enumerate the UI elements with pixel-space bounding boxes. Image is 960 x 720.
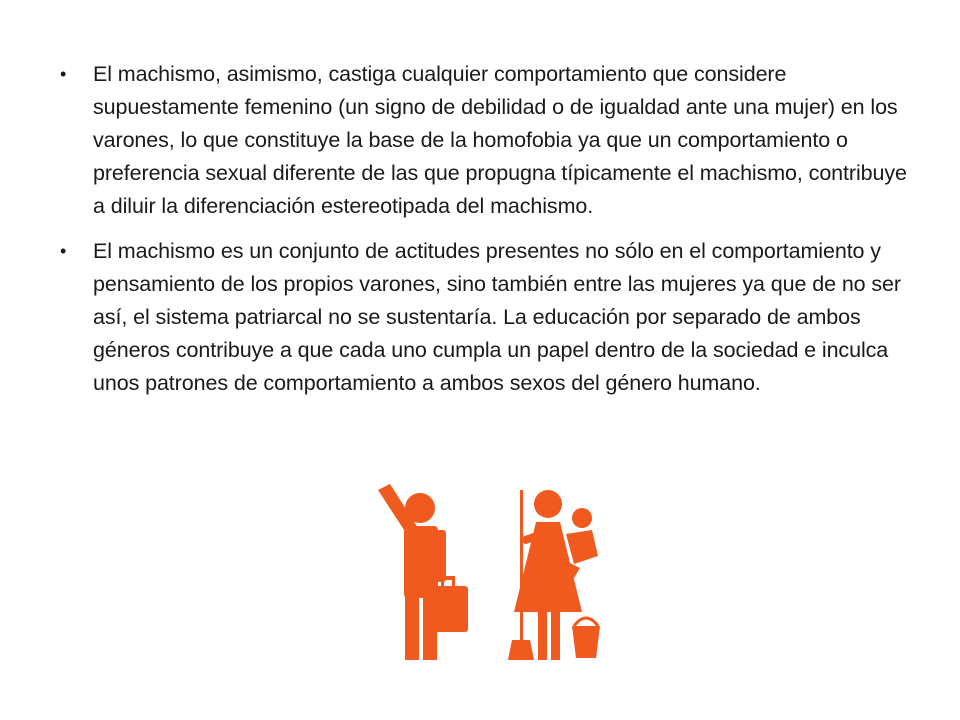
bullet-marker: • <box>60 241 67 261</box>
bullet-item-machismo-actitudes <box>60 235 920 400</box>
gender-roles-pictogram-icon <box>360 470 630 670</box>
bullet-marker: • <box>60 64 67 84</box>
bullet-list <box>60 58 920 412</box>
bullet-item-machismo-homofobia <box>60 58 920 223</box>
bullet-text: El machismo es un conjunto de actitudes presentes no sólo en el comportamiento y pensamiento de los propios varones, sino también entre las mujeres ya que de no ser así, el sistema patriarcal no se sustentaría. La educación por separado de ambos géneros contribuye a que cada uno cumpla un papel dentro de la sociedad e inculca unos patrones de comportamiento a ambos sexos del género humano. <box>93 239 901 395</box>
woman-with-baby-broom-bucket-icon <box>508 490 600 660</box>
bullet-text: El machismo, asimismo, castiga cualquier comportamiento que considere supuestamente femenino (un signo de debilidad o de igualdad ante una mujer) en los varones, lo que constituye la base de la homofobia ya que un comportamiento o preferencia sexual diferente de las que propugna típicamente el machismo, contribuye a diluir la diferenciación estereotipada del machismo. <box>93 62 907 218</box>
man-with-suitcase-icon <box>378 484 468 660</box>
